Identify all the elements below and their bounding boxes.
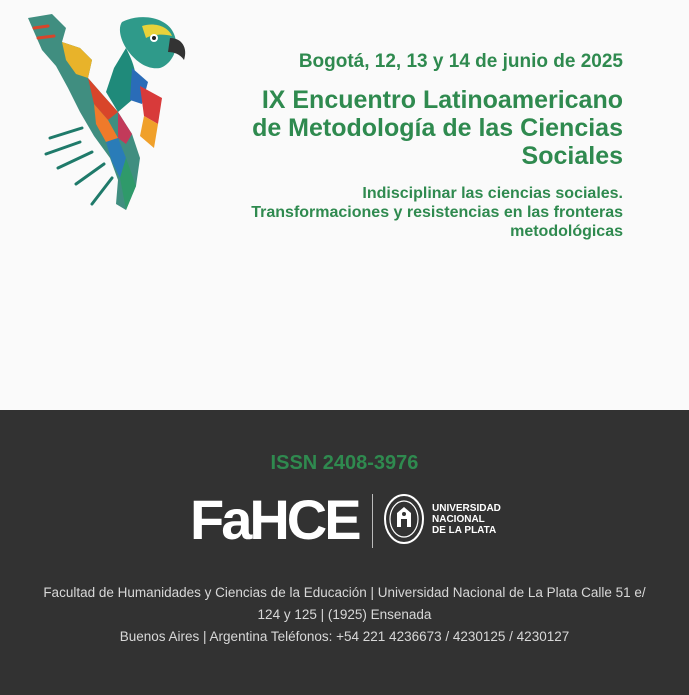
issn-number: ISSN 2408-3976 [270,452,419,474]
footer-section [0,410,689,695]
event-subtitle-line: Indisciplinar las ciencias sociales. [362,185,623,202]
event-date: Bogotá, 12, 13 y 14 de junio de 2025 [298,51,623,72]
unlp-seal-icon [383,493,425,545]
unlp-name [432,503,501,536]
event-subtitle [163,184,623,241]
institution-address [20,582,669,648]
address-line: 124 y 125 | (1925) Ensenada [257,607,432,622]
address-line: Buenos Aires | Argentina Teléfonos: +54 221 4236673 / 4230125 / 4230127 [119,629,570,644]
unlp-name-line: DE LA PLATA [432,525,497,536]
event-title-line: Sociales [521,142,623,170]
institution-logos [190,490,510,550]
event-title-line: de Metodología de las Ciencias [252,114,623,142]
event-title [163,86,623,170]
event-subtitle-line: Transformaciones y resistencias en las fronteras [251,204,623,221]
fahce-logo: FaHCE [190,488,359,551]
event-title-line: IX Encuentro Latinoamericano [261,86,623,114]
address-line: Facultad de Humanidades y Ciencias de la Educación | Universidad Nacional de La Plata Calle 51 e/ [43,585,646,600]
unlp-name-line: NACIONAL [432,514,485,525]
event-header [163,50,623,241]
unlp-name-line: UNIVERSIDAD [432,503,501,514]
event-subtitle-line: metodológicas [510,223,623,240]
logo-divider [372,494,373,548]
